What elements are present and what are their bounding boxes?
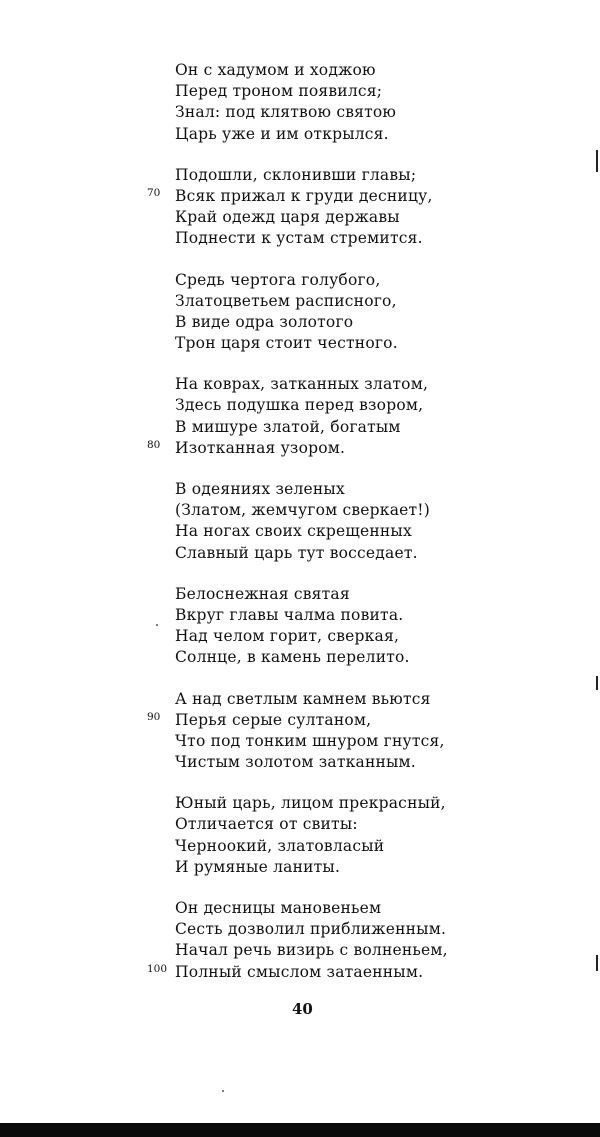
line-text: Златоцветьем расписного, [175, 291, 397, 310]
line-text: Изотканная узором. [175, 438, 346, 457]
line-text: Полный смыслом затаенным. [175, 962, 424, 981]
line-text: Он с хадумом и ходжою [175, 61, 376, 79]
line-text: Отличается от свиты: [175, 815, 358, 834]
line-text: В виде одра золотого [175, 312, 354, 331]
page-number: 40 [292, 1000, 313, 1018]
poem-line [175, 81, 475, 102]
poem-line [175, 940, 475, 961]
line-text: Подошли, склонивши главы; [175, 165, 417, 184]
poem-line [175, 60, 475, 81]
poem-line [147, 962, 475, 983]
line-text: В мишуре златой, богатым [175, 417, 401, 436]
line-text: Начал речь визирь с волненьем, [175, 941, 448, 960]
stanza [147, 689, 475, 774]
line-text: (Златом, жемчугом сверкает!) [175, 501, 430, 520]
line-text: Поднести к устам стремится. [175, 229, 423, 248]
line-text: Вкруг главы чалма повита. [175, 605, 404, 624]
poem-line [175, 521, 475, 542]
stanza [147, 898, 475, 983]
poem-line [175, 270, 475, 291]
line-text: Солнце, в камень перелито. [175, 648, 410, 667]
line-text: Здесь подушка перед взором, [175, 396, 424, 415]
poem-line [175, 626, 475, 647]
poem-line [175, 857, 475, 878]
stanza [147, 374, 475, 459]
line-text: И румяные ланиты. [175, 857, 341, 876]
poem-line [147, 438, 475, 459]
stanza [175, 60, 475, 145]
poem-line [175, 543, 475, 564]
scan-edge-mark [596, 676, 598, 690]
line-text: Он десницы мановеньем [175, 899, 382, 917]
scan-speck [222, 1090, 224, 1092]
poem-line [175, 207, 475, 228]
poem-line [175, 752, 475, 773]
scan-bottom-border [0, 1123, 600, 1137]
poem-line [175, 312, 475, 333]
stanza [175, 793, 475, 878]
poem-line [175, 898, 475, 919]
line-text: На коврах, затканных златом, [175, 375, 429, 394]
poem-line [175, 731, 475, 752]
poem-line [175, 584, 475, 605]
stanza [175, 584, 475, 669]
line-text: Над челом горит, сверкая, [175, 627, 400, 646]
line-number: 90 [147, 710, 161, 723]
poem-body [147, 60, 475, 1003]
scan-edge-mark [596, 955, 598, 971]
poem-line [175, 605, 475, 626]
stanza [175, 270, 475, 355]
line-text: Перед троном появился; [175, 82, 383, 101]
poem-line [175, 374, 475, 395]
poem-line [175, 836, 475, 857]
poem-line [175, 102, 475, 123]
line-text: Славный царь тут восседает. [175, 543, 418, 562]
stanza [147, 165, 475, 250]
line-text: Белоснежная святая [175, 584, 350, 603]
scan-edge-mark [596, 150, 598, 172]
line-text: Трон царя стоит честного. [175, 334, 398, 353]
line-text: Чистым золотом затканным. [175, 753, 416, 772]
line-text: Сесть дозволил приближенным. [175, 920, 447, 939]
line-text: Край одежд царя державы [175, 208, 400, 227]
poem-line [175, 417, 475, 438]
poem-line [147, 710, 475, 731]
line-number: 80 [147, 438, 161, 451]
poem-line [175, 500, 475, 521]
poem-line [175, 291, 475, 312]
poem-line [175, 395, 475, 416]
poem-line [175, 814, 475, 835]
line-text: Средь чертога голубого, [175, 270, 381, 289]
line-number: 70 [147, 186, 161, 199]
poem-line [175, 793, 475, 814]
poem-line [175, 689, 475, 710]
line-text: Знал: под клятвою святою [175, 103, 397, 122]
poem-line [147, 186, 475, 207]
poem-line [175, 165, 475, 186]
line-text: Что под тонким шнуром гнутся, [175, 731, 445, 750]
poem-line [175, 228, 475, 249]
line-text: Всяк прижал к груди десницу, [175, 186, 433, 205]
poem-line [175, 479, 475, 500]
line-text: Перья серые султаном, [175, 710, 372, 729]
line-number: 100 [147, 962, 168, 975]
poem-line [175, 333, 475, 354]
line-text: На ногах своих скрещенных [175, 522, 412, 541]
poem-line [175, 647, 475, 668]
line-text: Черноокий, златовласый [175, 836, 385, 855]
stanza [175, 479, 475, 564]
poem-line [175, 124, 475, 145]
poem-line [175, 919, 475, 940]
line-text: А над светлым камнем вьются [175, 689, 431, 708]
scan-speck [156, 624, 158, 626]
line-text: Царь уже и им открылся. [175, 124, 389, 143]
line-text: В одеяниях зеленых [175, 480, 345, 498]
line-text: Юный царь, лицом прекрасный, [175, 794, 446, 813]
